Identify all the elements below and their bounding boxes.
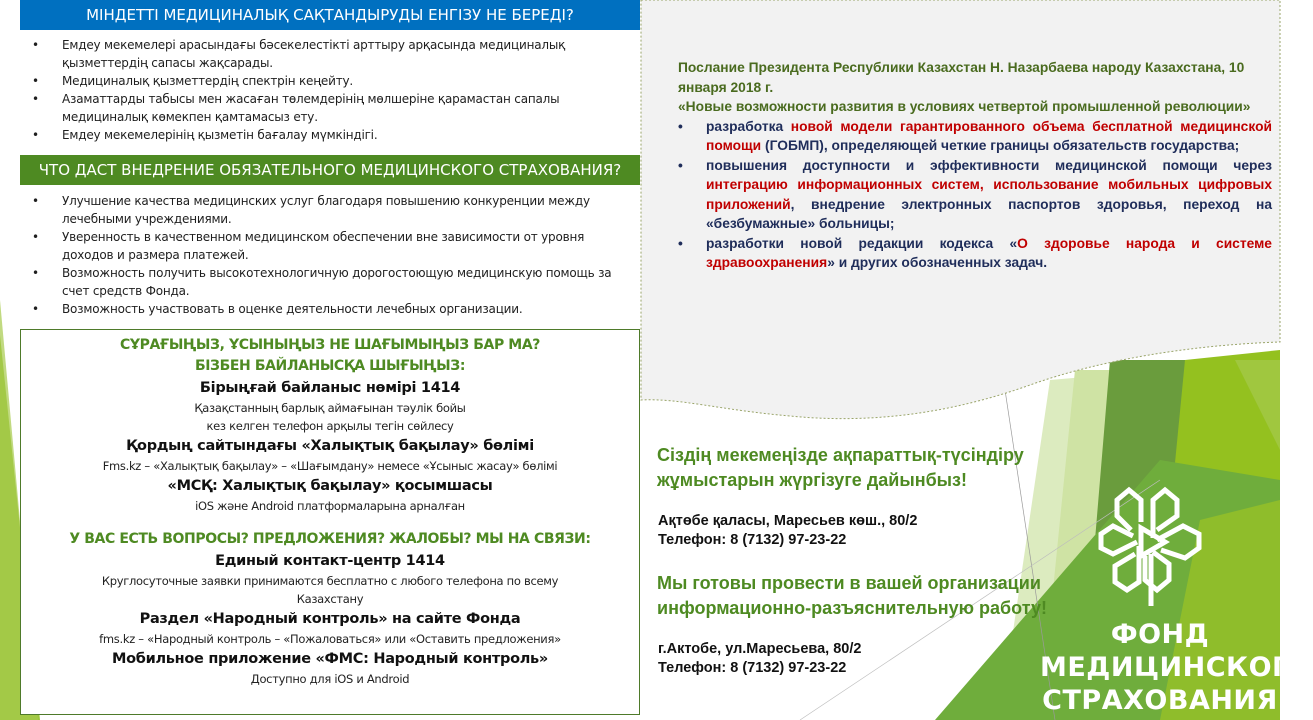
ru-app-title: Мобильное приложение «ФМС: Народный контроль» — [112, 651, 548, 667]
ru-site-title: Раздел «Народный контроль» на сайте Фонда — [139, 611, 521, 627]
list-item: • Возможность участвовать в оценке деятельности лечебных организации. — [28, 300, 628, 318]
kz-contact-heading-2: БІЗБЕН БАЙЛАНЫСҚА ШЫҒЫҢЫЗ: — [194, 358, 466, 374]
logo-text: ФОНД МЕДИЦИНСКОГО СТРАХОВАНИЯ — [1040, 619, 1313, 716]
contact-box — [20, 329, 640, 715]
message-bullet: • разработка новой модели гарантированного объема бесплатной медицинской помощи (ГОБМП), определяющей четкие границы обязательств государства; — [678, 117, 1272, 156]
message-bullet: • разработки новой редакции кодекса «О здоровье народа и системе здравоохранения» и других обозначенных задач. — [678, 234, 1272, 273]
section2-list — [28, 192, 628, 318]
kz-phone: Телефон: 8 (7132) 97-23-22 — [658, 532, 847, 548]
list-item: • Возможность получить высокотехнологичную дорогостоющую медицинскую помощь за счет средств Фонда. — [28, 264, 628, 300]
kz-phone-desc-1: Қазақстанның барлық аймағынан тәулік бойы — [194, 401, 466, 415]
president-message — [678, 58, 1272, 273]
list-item: • Улучшение качества медицинских услуг благодаря повышению конкуренции между лечебными учреждениями. — [28, 192, 628, 228]
list-item: • Емдеу мекемелері арасындағы бәсекелестікті арттыру арқасында медициналық қызметтердің сапасы жақсарады. — [28, 36, 628, 72]
list-item: • Емдеу мекемелерінің қызметін бағалау мүмкіндігі. — [28, 126, 628, 144]
list-item: • Медициналық қызметтердің спектрін кеңейту. — [28, 72, 628, 90]
ru-phone-desc-2: Казахстану — [296, 592, 364, 606]
ru-contact-info — [658, 640, 861, 678]
ru-phone-title: Единый контакт-центр 1414 — [215, 553, 445, 569]
message-bullet: • повышения доступности и эффективности медицинской помощи через интеграцию информационных систем, использование мобильных цифровых приложений, внедрение электронных паспортов здоровья, переход на «безбумажные» больницы; — [678, 156, 1272, 234]
kz-address: Ақтөбе қаласы, Маресьев көш., 80/2 — [658, 513, 918, 529]
kz-offer: Сіздің мекемеңізде ақпараттық-түсіндіру жұмыстарын жүргізуге дайынбыз! — [657, 445, 1024, 490]
section2-header: ЧТО ДАСТ ВНЕДРЕНИЕ ОБЯЗАТЕЛЬНОГО МЕДИЦИНСКОГО СТРАХОВАНИЯ? — [20, 155, 640, 185]
message-subtitle: «Новые возможности развития в условиях четвертой промышленной революции» — [678, 99, 1251, 114]
list-item: • Азаматтарды табысы мен жасаған төлемдерінің мөлшеріне қарамастан сапалы медициналық көмекпен қамтамасыз ету. — [28, 90, 628, 126]
ru-app-desc: Доступно для iOS и Android — [250, 672, 410, 686]
kz-site-desc: Fms.kz – «Халықтық бақылау» – «Шағымдану» немесе «Ұсыныс жасау» бөлімі — [102, 459, 558, 473]
kz-app-desc: iOS және Android платформаларына арналған — [195, 499, 465, 513]
kz-phone-title: Бірыңғай байланыс нөмірі 1414 — [199, 380, 461, 396]
hexagon-flower-logo-icon — [1095, 478, 1215, 613]
section1-list — [28, 36, 628, 144]
ru-phone-desc-1: Круглосуточные заявки принимаются бесплатно с любого телефона по всему — [101, 574, 559, 588]
message-title: Послание Президента Республики Казахстан Н. Назарбаева народу Казахстана, 10 января 2018 г. — [678, 60, 1245, 95]
kz-phone-desc-2: кез келген телефон арқылы тегін сөйлесу — [206, 419, 454, 433]
ru-site-desc: fms.kz – «Народный контроль – «Пожаловаться» или «Оставить предложения» — [99, 632, 561, 646]
section1-header: МІНДЕТТІ МЕДИЦИНАЛЫҚ САҚТАНДЫРУДЫ ЕНГІЗУ НЕ БЕРЕДІ? — [20, 0, 640, 30]
kz-app-title: «МСҚ: Халықтық бақылау» қосымшасы — [167, 478, 493, 494]
list-item: • Уверенность в качественном медицинском обеспечении вне зависимости от уровня доходов и размера платежей. — [28, 228, 628, 264]
kz-contact-heading-1: СҰРАҒЫҢЫЗ, ҰСЫНЫҢЫЗ НЕ ШАҒЫМЫҢЫЗ БАР МА? — [120, 337, 540, 353]
ru-phone: Телефон: 8 (7132) 97-23-22 — [658, 660, 847, 676]
ru-address: г.Актобе, ул.Маресьева, 80/2 — [658, 641, 862, 657]
kz-contact-info — [658, 512, 917, 550]
ru-contact-heading: У ВАС ЕСТЬ ВОПРОСЫ? ПРЕДЛОЖЕНИЯ? ЖАЛОБЫ? МЫ НА СВЯЗИ: — [69, 531, 591, 547]
kz-site-title: Қордың сайтындағы «Халықтық бақылау» бөлімі — [126, 438, 534, 454]
ru-offer: Мы готовы провести в вашей организации информационно-разъяснительную работу! — [657, 573, 1047, 618]
